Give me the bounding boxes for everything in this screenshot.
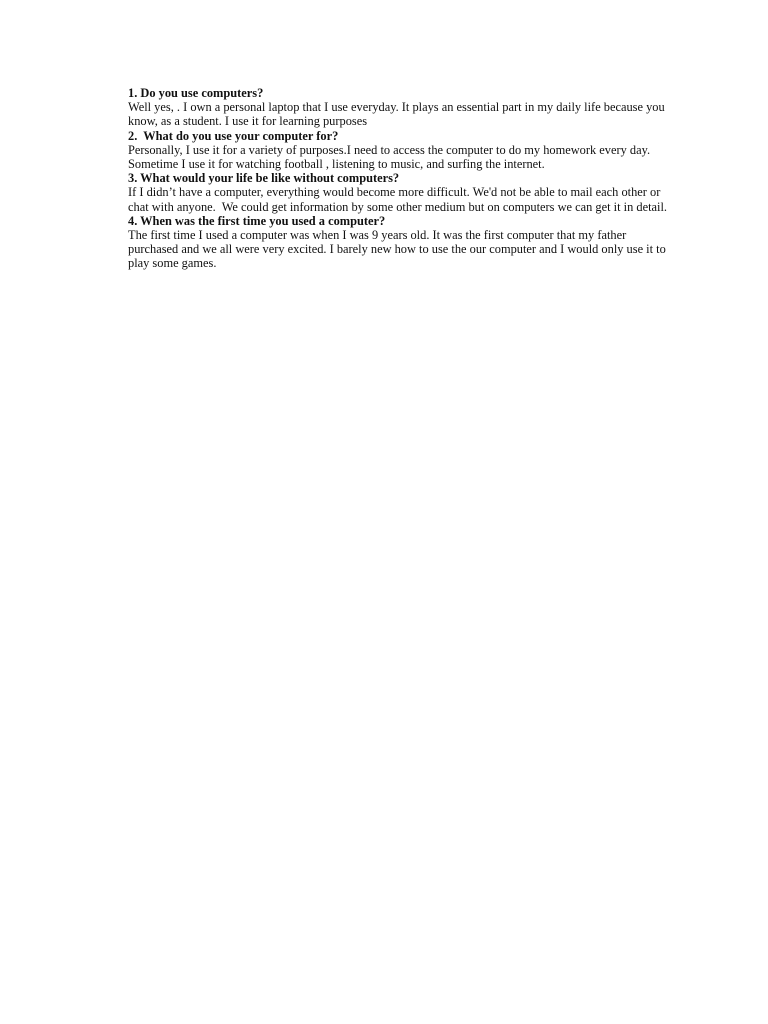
answer-1-line-1: Well yes, . I own a personal laptop that I use everyday. It plays an essential part in my daily life because you	[128, 100, 665, 115]
answer-4-line-1: The first time I used a computer was when I was 9 years old. It was the first computer that my father	[128, 228, 627, 243]
qa-item-2	[128, 129, 694, 172]
answer-4-line-3: play some games.	[128, 256, 217, 271]
answer-4-line-2: purchased and we all were very excited. I barely new how to use the our computer and I would only use it to	[128, 242, 666, 257]
answer-3-line-2: chat with anyone. We could get information by some other medium but on computers we can get it in detail.	[128, 199, 668, 214]
answer-2-line-2: Sometime I use it for watching football , listening to music, and surfing the internet.	[128, 157, 545, 172]
qa-item-1	[128, 86, 694, 129]
question-1: 1. Do you use computers?	[128, 86, 264, 100]
answer-2-line-1: Personally, I use it for a variety of purposes.I need to access the computer to do my homework every day.	[128, 142, 651, 157]
qa-item-4	[128, 214, 694, 271]
question-2: 2. What do you use your computer for?	[128, 128, 339, 143]
question-4: 4. When was the first time you used a computer?	[128, 213, 386, 228]
document-body	[128, 86, 694, 271]
question-3: 3. What would your life be like without computers?	[128, 171, 400, 186]
qa-item-3	[128, 171, 694, 214]
answer-1-line-2: know, as a student. I use it for learning purposes	[128, 114, 368, 129]
answer-3-line-1: If I didn’t have a computer, everything would become more difficult. We'd not be able to mail each other or	[128, 185, 661, 200]
